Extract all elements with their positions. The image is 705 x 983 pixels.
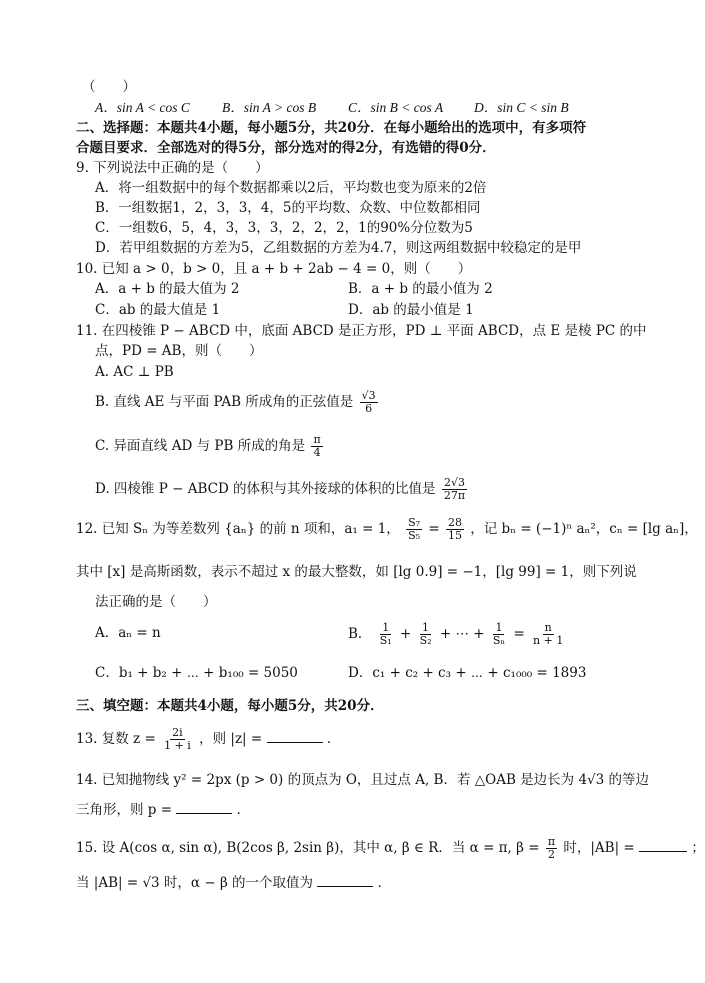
- section-3-header: 三、填空题：本题共4小题，每小题5分，共20分．: [76, 698, 384, 714]
- q12-stem-line2: 其中 [x] 是高斯函数，表示不超过 x 的最大整数，如 [lg 0.9] = −1，[lg 99] = 1，则下列说: [76, 564, 637, 580]
- fraction-numerator: √3: [361, 389, 376, 402]
- q10-option-a: A．a + b 的最大值为 2: [95, 281, 240, 297]
- section-2-header-line1: 二、选择题：本题共4小题，每小题5分，共20分．在每小题给出的选项中，有多项符: [76, 120, 587, 136]
- q14-line2: [76, 801, 250, 819]
- q10-stem: 10. 已知 a > 0，b > 0，且 a + b + 2ab − 4 = 0，则（ ）: [76, 261, 472, 277]
- q15-mid: 时，|AB| =: [563, 840, 635, 856]
- fraction-denominator: 6: [365, 402, 373, 415]
- q10-option-d: D．ab 的最小值是 1: [348, 302, 474, 318]
- q11-option-b-text: B. 直线 AE 与平面 PAB 所成角的正弦值是: [95, 394, 354, 410]
- q11-option-c-fraction: [311, 434, 322, 459]
- fraction-numerator: π: [547, 835, 556, 848]
- q12-option-c: C．b₁ + b₂ + ⋯ + b₁₀₀ = 5050: [95, 665, 298, 681]
- q12-b-term1: [378, 622, 394, 647]
- fraction-denominator: 15: [447, 529, 462, 542]
- q12-stem-b: ，记 bₙ = (−1)ⁿ aₙ²，cₙ = [lg aₙ]，: [470, 521, 698, 537]
- fraction-denominator: 2: [547, 848, 555, 861]
- q12-stem-line1: [76, 517, 698, 542]
- fraction-denominator: S₁: [379, 634, 392, 647]
- q11-stem-line2: 点，PD = AB，则（ ）: [95, 343, 263, 359]
- q14-line2-pre: 三角形，则 p =: [76, 802, 173, 818]
- fraction-numerator: n: [544, 621, 552, 634]
- q9-option-c: C．一组数6，5，4，3，3，3，2，2，2，1的90%分位数为5: [95, 220, 473, 236]
- fraction-denominator: 27π: [443, 489, 466, 502]
- q11-option-c-text: C. 异面直线 AD 与 PB 所成的角是: [95, 438, 306, 454]
- q12-b-term2: [418, 622, 434, 647]
- plus-sign: +: [399, 626, 412, 642]
- q13-end: ．: [326, 731, 341, 747]
- q15-answer-blank-2[interactable]: [317, 874, 373, 887]
- q12-option-d: D．c₁ + c₂ + c₃ + ⋯ + c₁₀₀₀ = 1893: [348, 665, 587, 681]
- fraction-numerator: 1: [495, 621, 503, 634]
- q11-option-d-fraction: [442, 477, 467, 502]
- q10-option-c: C．ab 的最大值是 1: [95, 302, 221, 318]
- q13-answer-blank[interactable]: [267, 730, 323, 743]
- q9-stem: 9. 下列说法中正确的是（ ）: [76, 160, 269, 176]
- plus-dots: + ⋯ +: [439, 626, 485, 642]
- fraction-numerator: S₇: [408, 516, 421, 529]
- fraction-denominator: S₂: [419, 634, 432, 647]
- q9-option-b: B．一组数据1，2，3，3，4，5的平均数、众数、中位数都相同: [95, 200, 481, 216]
- q12-value-fraction: [446, 517, 464, 542]
- fraction-numerator: 2√3: [443, 476, 465, 489]
- q11-stem-line1: 11. 在四棱锥 P − ABCD 中，底面 ABCD 是正方形，PD ⊥ 平面 ABCD，点 E 是棱 PC 的中: [76, 323, 647, 339]
- fraction-numerator: 28: [447, 516, 462, 529]
- q11-option-b: [95, 390, 380, 415]
- fraction-numerator: π: [313, 433, 321, 446]
- q14-answer-blank[interactable]: [176, 801, 232, 814]
- q11-option-d-text: D. 四棱锥 P − ABCD 的体积与其外接球的体积的比值是: [95, 481, 436, 497]
- q13: [76, 727, 340, 752]
- section-2-header-line2: 合题目要求．全部选对的得5分，部分选对的得2分，有选错的得0分．: [76, 140, 496, 156]
- q12-option-a: A．aₙ = n: [95, 625, 161, 641]
- q15-answer-blank-1[interactable]: [639, 839, 687, 852]
- fraction-numerator: 2i: [172, 726, 183, 739]
- fraction-numerator: 1: [422, 621, 430, 634]
- q12-option-b-label: B．: [348, 626, 372, 642]
- q15-fraction: [546, 836, 557, 861]
- q9-option-d: D．若甲组数据的方差为5，乙组数据的方差为4.7，则这两组数据中较稳定的是甲: [95, 240, 582, 256]
- q15-line1: [76, 836, 705, 861]
- q13-fraction: [162, 727, 193, 752]
- fraction-denominator: Sₙ: [492, 634, 506, 647]
- q14-line1: 14. 已知抛物线 y² = 2px (p > 0) 的顶点为 O，且过点 A, B．若 △OAB 是边长为 4√3 的等边: [76, 772, 650, 788]
- fraction-denominator: 1 + i: [164, 739, 191, 752]
- q15-semicolon: ；: [691, 840, 705, 856]
- q12-b-rhs: [531, 622, 565, 647]
- q15-end: ．: [377, 875, 392, 891]
- prev-option-c: C．sin B < cos A: [348, 100, 444, 115]
- fraction-denominator: 4: [313, 446, 321, 459]
- q10-option-b: B．a + b 的最小值为 2: [348, 281, 493, 297]
- fraction-denominator: S₅: [408, 529, 421, 542]
- q12-b-term3: [491, 622, 507, 647]
- q12-stem-line3: 法正确的是（ ）: [95, 594, 217, 610]
- q15-pre: 15. 设 A(cos α, sin α), B(2cos β, 2sin β)，其中 α, β ∈ R．当 α = π, β =: [76, 840, 540, 856]
- fraction-numerator: 1: [382, 621, 390, 634]
- q13-post: ，则 |z| =: [199, 731, 263, 747]
- q9-option-a: A．将一组数据中的每个数据都乘以2后，平均数也变为原来的2倍: [95, 180, 487, 196]
- q15-line2: [76, 874, 391, 892]
- q12-stem-a: 12. 已知 Sₙ 为等差数列 {aₙ} 的前 n 项和，a₁ = 1，: [76, 521, 400, 537]
- q11-option-c: [95, 434, 325, 459]
- q14-end: ．: [236, 802, 251, 818]
- prev-option-a: A．sin A < cos C: [95, 100, 190, 115]
- equals-sign: =: [428, 521, 440, 537]
- q11-option-d: [95, 477, 469, 502]
- q12-option-b: [348, 622, 567, 647]
- prev-option-d: D．sin C < sin B: [474, 100, 569, 115]
- fraction-denominator: n + 1: [533, 634, 564, 647]
- q11-option-b-fraction: [360, 390, 378, 415]
- q13-pre: 13. 复数 z =: [76, 731, 156, 747]
- q15-line2-pre: 当 |AB| = √3 时，α − β 的一个取值为: [76, 875, 314, 891]
- q11-option-a: A. AC ⊥ PB: [95, 364, 174, 380]
- prev-question-paren: （ ）: [82, 79, 136, 95]
- equals-sign: =: [513, 626, 525, 642]
- prev-option-b: B．sin A > cos B: [222, 100, 317, 115]
- q12-ratio-fraction: [406, 517, 422, 542]
